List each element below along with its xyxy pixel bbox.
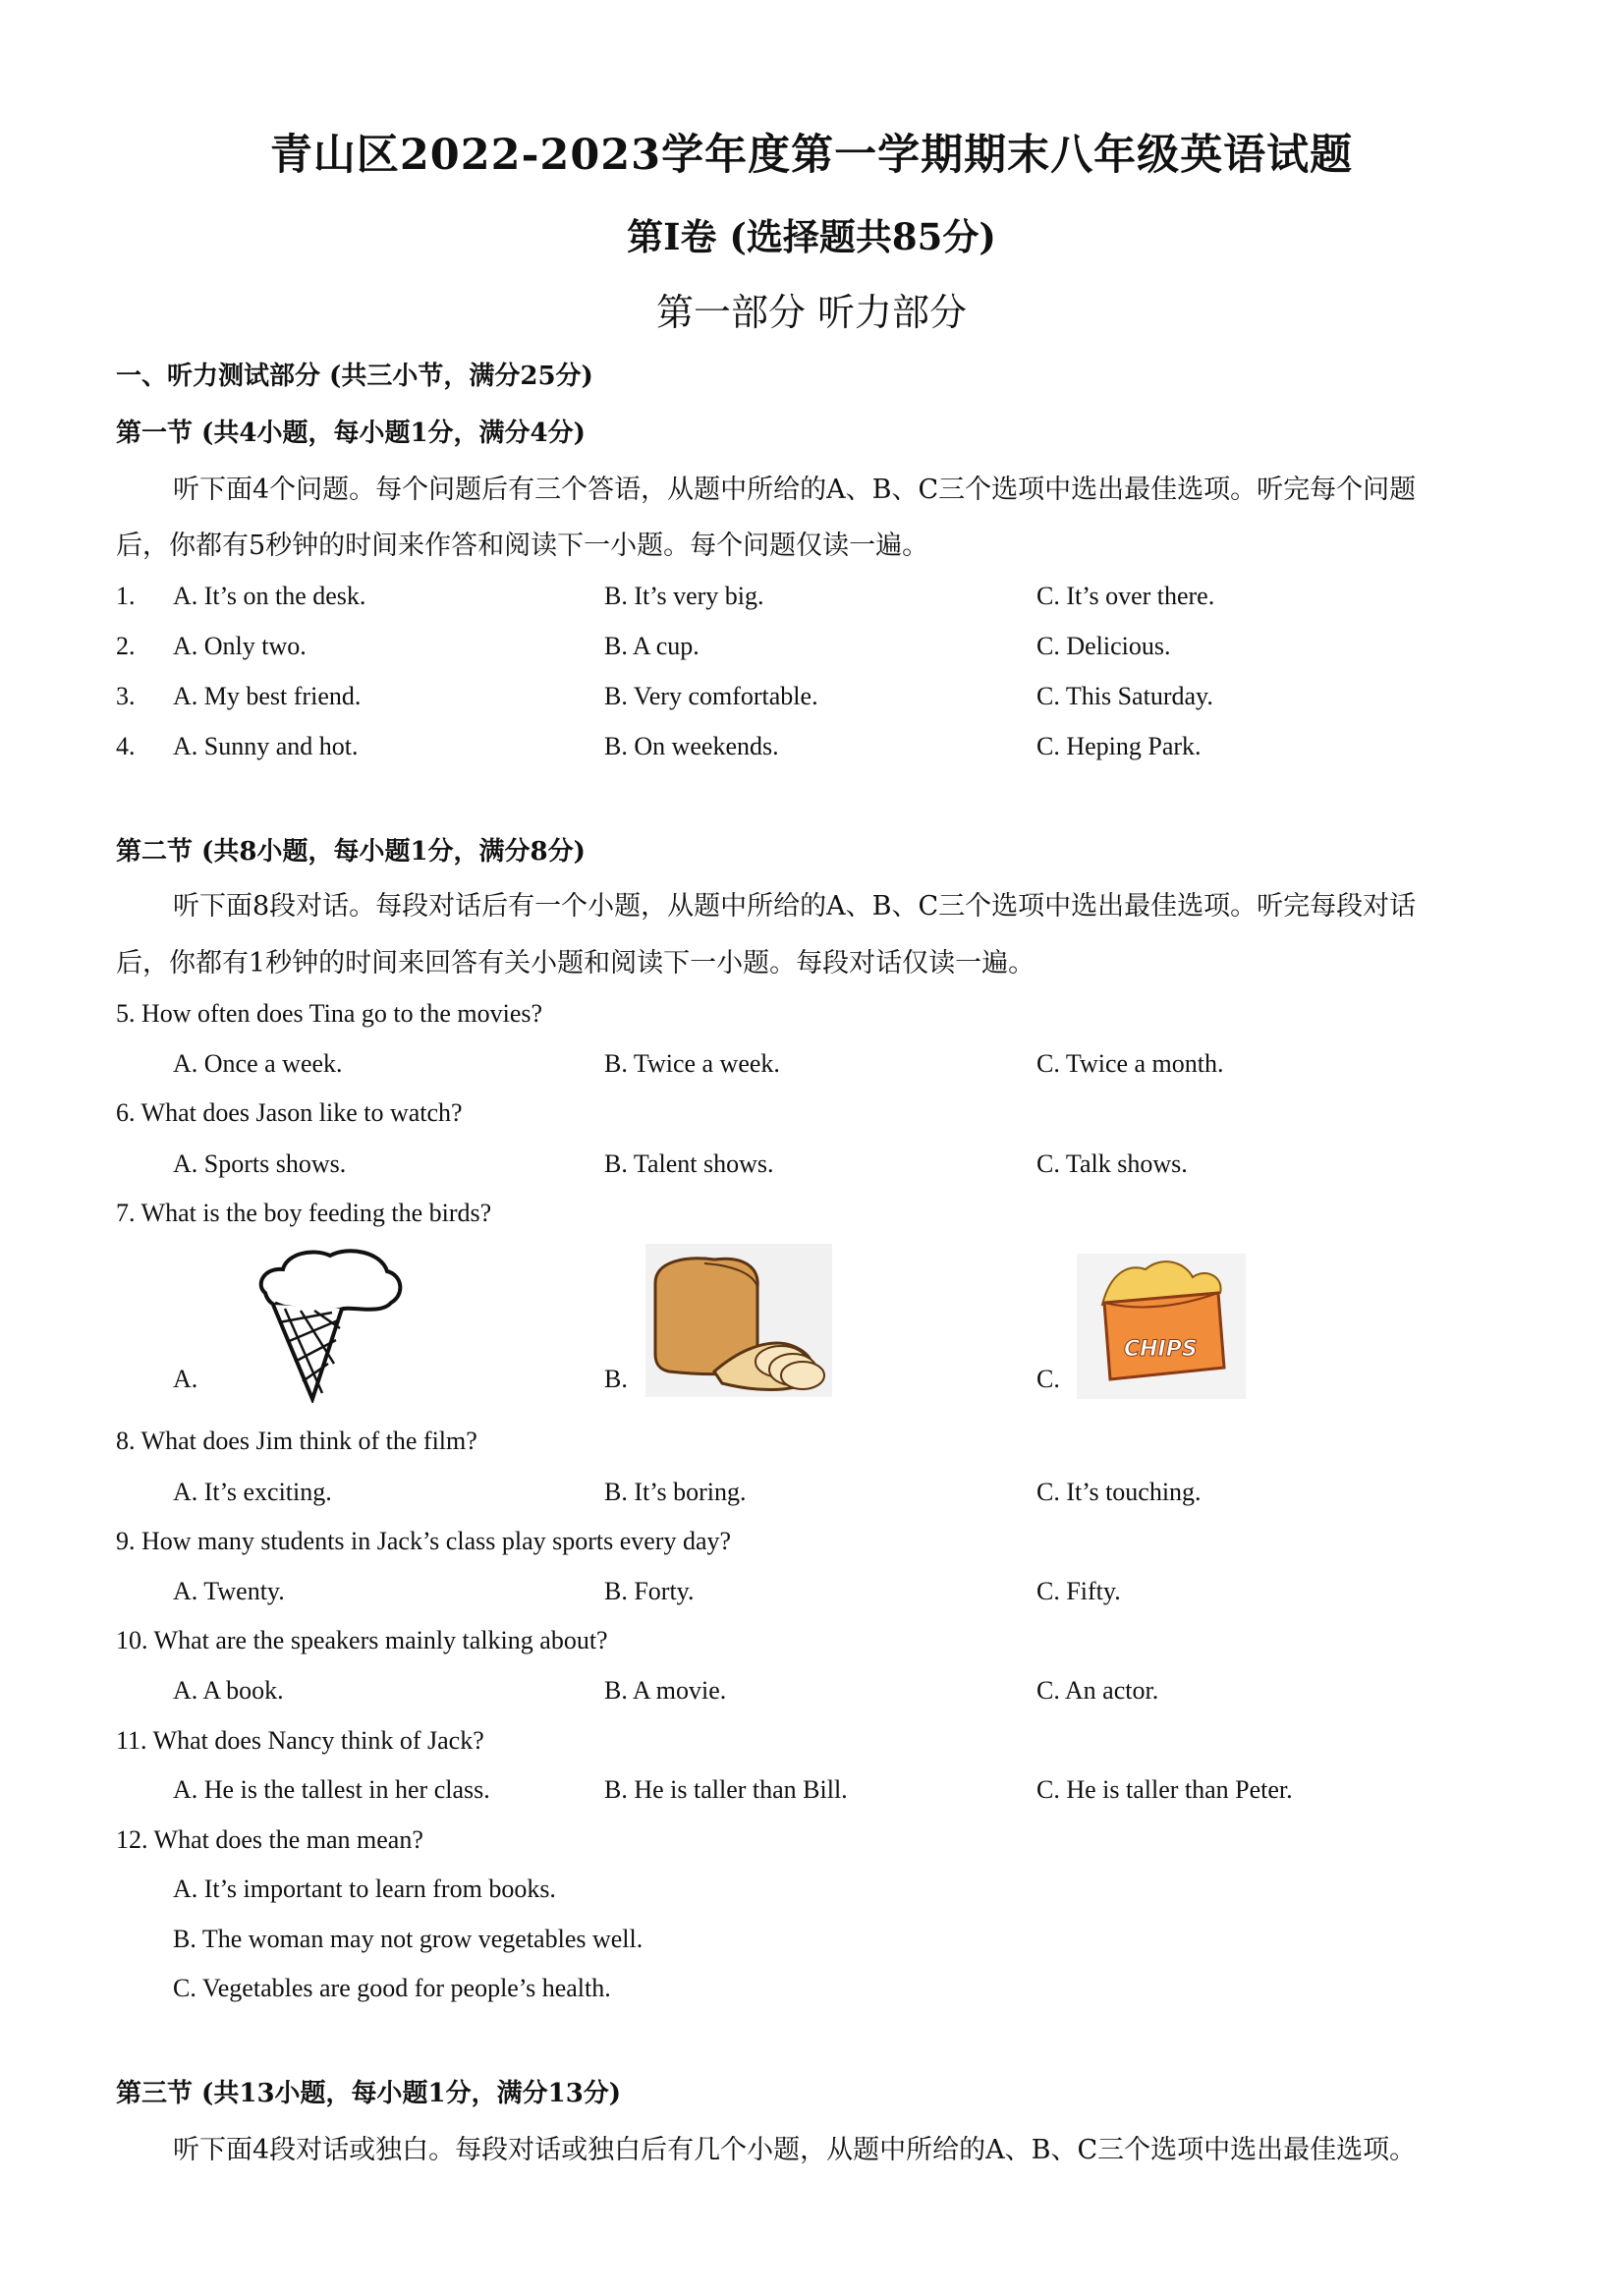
section2-instruction-line1: 听下面8段对话。每段对话后有一个小题，从题中所给的A、B、C三个选项中选出最佳选项。听完每段对话 (173, 891, 1417, 922)
option-c: C. Talk shows. (1036, 1149, 1188, 1178)
option-c: C. Heping Park. (1036, 732, 1202, 760)
option-b: B. Very comfortable. (604, 682, 818, 710)
option-a: A. Only two. (173, 632, 307, 660)
section2-title: 第二节 (共8小题，每小题1分，满分8分) (116, 837, 586, 867)
listening-heading: 一、听力测试部分 (共三小节，满分25分) (116, 362, 593, 391)
exam-title: 青山区2022-2023学年度第一学期期末八年级英语试题 (269, 131, 1354, 180)
section1-instruction-line2: 后，你都有5秒钟的时间来作答和阅读下一小题。每个问题仅读一遍。 (116, 531, 929, 561)
option-a: A. Twenty. (173, 1577, 285, 1605)
option-b: B. Forty. (604, 1577, 695, 1605)
option-a: A. (173, 1365, 198, 1393)
section3-title: 第三节 (共13小题，每小题1分，满分13分) (116, 2079, 622, 2108)
option-b: B. Twice a week. (604, 1049, 780, 1078)
question-number: 3. (116, 682, 136, 710)
option-b: B. He is taller than Bill. (604, 1775, 848, 1804)
question-6: 6. What does Jason like to watch? (116, 1098, 463, 1127)
question-7: 7. What is the boy feeding the birds? (116, 1199, 492, 1227)
option-c: C. This Saturday. (1036, 682, 1213, 710)
section3-instruction-line1: 听下面4段对话或独白。每段对话或独白后有几个小题，从题中所给的A、B、C三个选项中选出最佳选项。 (173, 2135, 1417, 2165)
question-number: 1. (116, 582, 136, 610)
option-b: B. It’s very big. (604, 582, 764, 610)
option-c: C. He is taller than Peter. (1036, 1775, 1293, 1804)
chips-label: CHIPS (1124, 1337, 1198, 1362)
option-c: C. It’s touching. (1036, 1478, 1202, 1506)
option-b: B. The woman may not grow vegetables well. (173, 1925, 644, 1953)
option-c: C. An actor. (1036, 1676, 1159, 1705)
question-number: 4. (116, 732, 136, 760)
option-a: A. Sunny and hot. (173, 732, 359, 760)
option-a: A. It’s on the desk. (173, 582, 366, 610)
option-a: A. Once a week. (173, 1049, 343, 1078)
option-b: B. A cup. (604, 632, 700, 660)
option-c: C. Delicious. (1036, 632, 1171, 660)
option-c: C. It’s over there. (1036, 582, 1215, 610)
option-c: C. (1036, 1365, 1060, 1393)
option-c: C. Fifty. (1036, 1577, 1121, 1605)
question-8: 8. What does Jim think of the film? (116, 1427, 477, 1455)
chips-bag-icon (1077, 1254, 1246, 1399)
section1-instruction-line1: 听下面4个问题。每个问题后有三个答语，从题中所给的A、B、C三个选项中选出最佳选项。听完每个问题 (173, 475, 1417, 505)
option-a: A. It’s important to learn from books. (173, 1875, 556, 1903)
option-b: B. It’s boring. (604, 1478, 747, 1506)
option-b: B. On weekends. (604, 732, 779, 760)
volume-subtitle: 第I卷 (选择题共85分) (627, 215, 996, 258)
option-a: A. It’s exciting. (173, 1478, 332, 1506)
option-a: A. He is the tallest in her class. (173, 1775, 490, 1804)
option-c: C. Twice a month. (1036, 1049, 1224, 1078)
option-a: A. A book. (173, 1676, 284, 1705)
option-b: B. (604, 1365, 628, 1393)
option-a: A. My best friend. (173, 682, 362, 710)
section2-instruction-line2: 后，你都有1秒钟的时间来回答有关小题和阅读下一小题。每段对话仅读一遍。 (116, 948, 1035, 979)
question-9: 9. How many students in Jack’s class play sports every day? (116, 1527, 732, 1555)
option-b: B. A movie. (604, 1676, 727, 1705)
question-number: 2. (116, 632, 136, 660)
part-heading: 第一部分 听力部分 (655, 291, 968, 334)
option-a: A. Sports shows. (173, 1149, 347, 1178)
question-11: 11. What does Nancy think of Jack? (116, 1726, 484, 1755)
option-c: C. Vegetables are good for people’s health. (173, 1974, 611, 2002)
question-10: 10. What are the speakers mainly talking about? (116, 1626, 608, 1654)
section1-title: 第一节 (共4小题，每小题1分，满分4分) (116, 419, 586, 448)
ice-cream-icon (253, 1246, 407, 1403)
question-12: 12. What does the man mean? (116, 1825, 423, 1854)
bread-icon (645, 1244, 832, 1397)
question-5: 5. How often does Tina go to the movies? (116, 999, 543, 1028)
option-b: B. Talent shows. (604, 1149, 774, 1178)
